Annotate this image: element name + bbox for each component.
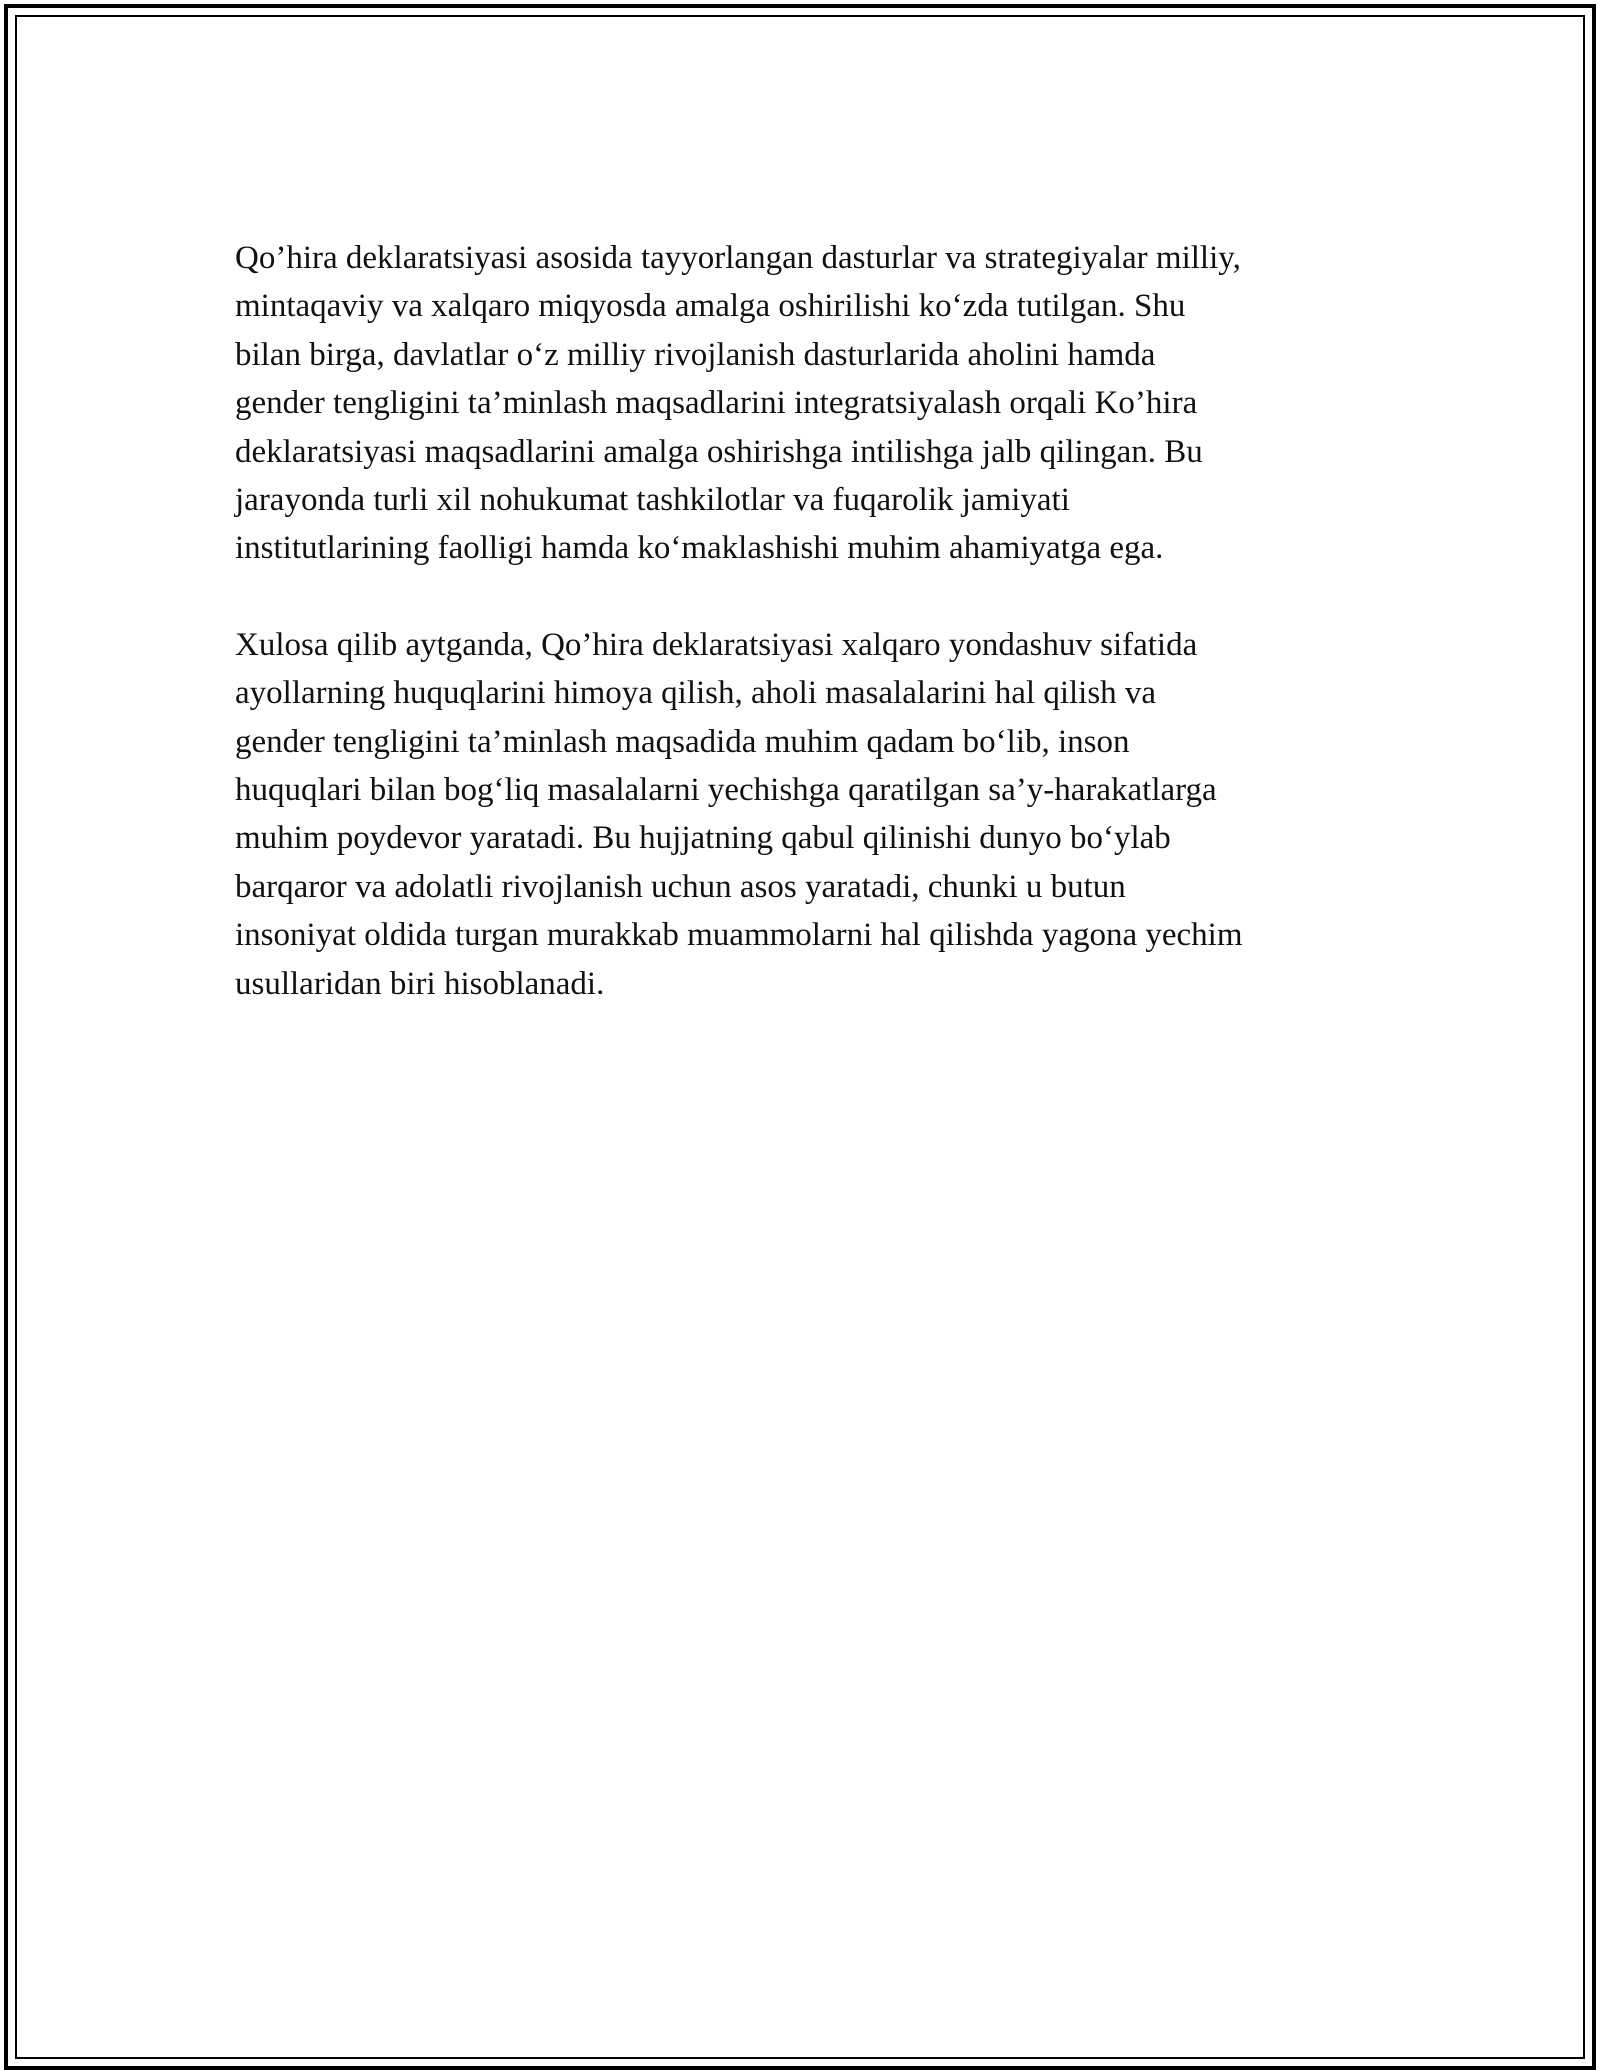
paragraph-line: jarayonda turli xil nohukumat tashkilotlar va fuqarolik jamiyati — [235, 482, 1070, 519]
paragraph-line: gender tengligini ta’minlash maqsadida muhim qadam bo‘lib, inson — [235, 723, 1130, 760]
paragraph-line: muhim poydevor yaratadi. Bu hujjatning qabul qilinishi dunyo bo‘ylab — [235, 820, 1171, 857]
document-body — [235, 234, 1370, 1008]
paragraph-line: ayollarning huquqlarini himoya qilish, aholi masalalarini hal qilish va — [235, 675, 1157, 712]
paragraph-2 — [235, 621, 1370, 1008]
paragraph-line: gender tengligini ta’minlash maqsadlarini integratsiyalash orqali Ko’hira — [235, 385, 1198, 422]
paragraph-line: huquqlari bilan bog‘liq masalalarni yechishga qaratilgan sa’y-harakatlarga — [235, 772, 1217, 809]
paragraph-line: Qo’hira deklaratsiyasi asosida tayyorlangan dasturlar va strategiyalar milliy, — [235, 240, 1241, 276]
paragraph-line: bilan birga, davlatlar o‘z milliy rivojlanish dasturlarida aholini hamda — [235, 336, 1156, 373]
paragraph-1 — [235, 234, 1370, 573]
paragraph-line: usullaridan biri hisoblanadi. — [235, 965, 605, 1002]
paragraph-line: Xulosa qilib aytganda, Qo’hira deklaratsiyasi xalqaro yondashuv sifatida — [235, 626, 1198, 663]
paragraph-line: mintaqaviy va xalqaro miqyosda amalga oshirilishi ko‘zda tutilgan. Shu — [235, 288, 1186, 325]
paragraph-line: deklaratsiyasi maqsadlarini amalga oshirishga intilishga jalb qilingan. Bu — [235, 433, 1203, 470]
paragraph-line: insoniyat oldida turgan murakkab muammolarni hal qilishda yagona yechim — [235, 917, 1243, 954]
paragraph-line: institutlarining faolligi hamda ko‘maklashishi muhim ahamiyatga ega. — [235, 530, 1164, 567]
paragraph-line: barqaror va adolatli rivojlanish uchun asos yaratadi, chunki u butun — [235, 868, 1126, 905]
